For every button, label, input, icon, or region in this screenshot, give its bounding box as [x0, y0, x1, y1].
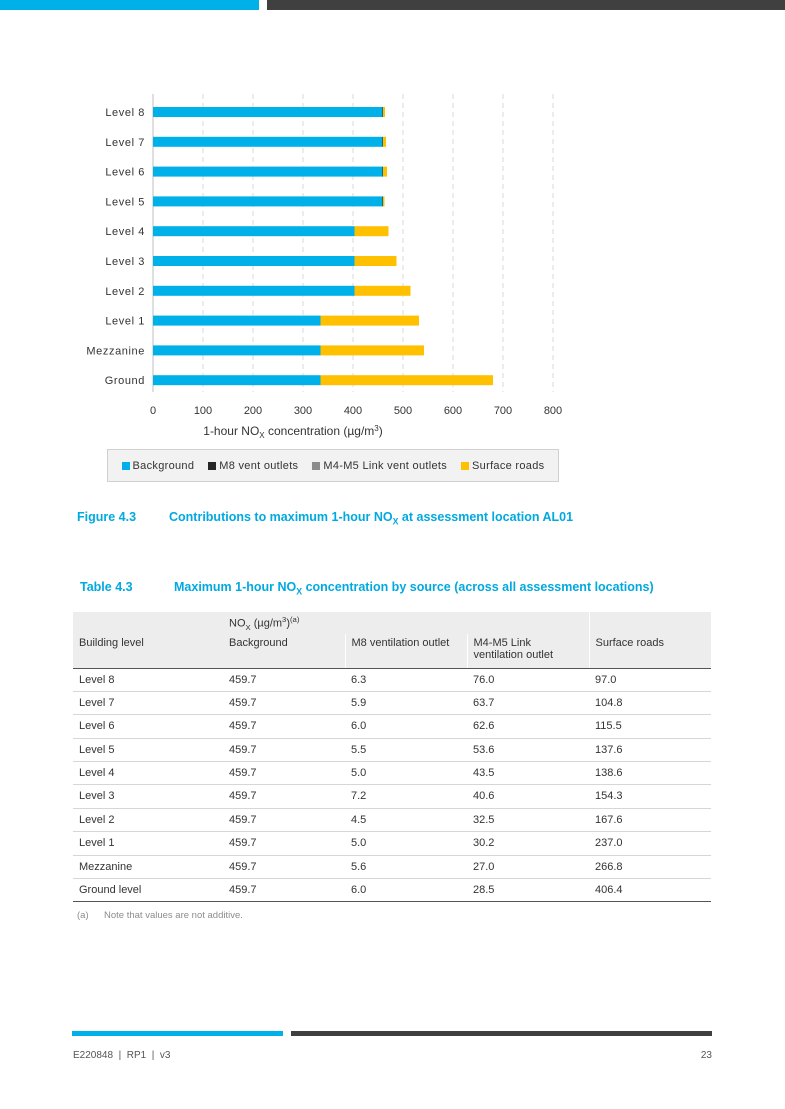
bottom-accent-bar-blue	[72, 1031, 283, 1036]
bar-level-3-surface-roads	[355, 256, 397, 266]
group-header-sub: X	[245, 622, 251, 632]
cell-m8: 5.0	[345, 832, 467, 855]
cell-m8: 5.0	[345, 762, 467, 785]
x-tick-label-700: 700	[493, 405, 513, 417]
cell-building-level: Level 5	[73, 738, 223, 761]
table-row	[73, 832, 711, 855]
cell-m8: 5.6	[345, 855, 467, 878]
cell-m4-m5: 63.7	[467, 691, 589, 714]
cell-background: 459.7	[223, 691, 345, 714]
category-label-level-5: Level 5	[105, 196, 145, 209]
x-tick-label-800: 800	[543, 405, 563, 417]
legend-label-m8-vent-outlets: M8 vent outlets	[219, 459, 299, 472]
figure-title-pre: Contributions to maximum 1-hour NO	[169, 510, 393, 524]
bar-level-5-surface-roads	[383, 196, 385, 206]
cell-surface-roads: 167.6	[589, 808, 711, 831]
chart-legend	[107, 449, 559, 482]
cell-background: 459.7	[223, 738, 345, 761]
legend-label-surface-roads: Surface roads	[472, 459, 545, 472]
category-label-ground: Ground	[104, 375, 145, 388]
cell-m4-m5: 32.5	[467, 808, 589, 831]
bar-level-4-background	[153, 226, 355, 236]
stacked-bar-chart	[60, 90, 580, 445]
category-label-level-4: Level 4	[105, 226, 145, 239]
bar-level-4-surface-roads	[355, 226, 389, 236]
cell-m8: 7.2	[345, 785, 467, 808]
cell-m8: 5.9	[345, 691, 467, 714]
table-row	[73, 668, 711, 691]
x-tick-label-100: 100	[193, 405, 213, 417]
bar-level-2-background	[153, 286, 355, 296]
cell-m4-m5: 27.0	[467, 855, 589, 878]
table-row	[73, 762, 711, 785]
col-header-m8-ventilation-outlet: M8 ventilation outlet	[345, 634, 467, 668]
cell-surface-roads: 237.0	[589, 832, 711, 855]
legend-swatch-background	[122, 462, 130, 470]
cell-building-level: Mezzanine	[73, 855, 223, 878]
bar-level-7-m8-vent-outlets	[383, 137, 384, 147]
bar-mezzanine-surface-roads	[321, 345, 425, 355]
cell-building-level: Level 7	[73, 691, 223, 714]
table-group-header-spacer	[73, 612, 223, 634]
figure-title-post: at assessment location AL01	[398, 510, 574, 524]
category-label-level-2: Level 2	[105, 285, 145, 298]
legend-item-m8-vent-outlets	[208, 460, 298, 472]
cell-m4-m5: 30.2	[467, 832, 589, 855]
col-header-background: Background	[223, 634, 345, 668]
bar-level-6-background	[153, 167, 383, 177]
cell-surface-roads: 138.6	[589, 762, 711, 785]
category-label-level-7: Level 7	[105, 136, 145, 149]
table-row	[73, 691, 711, 714]
cell-m8: 6.0	[345, 879, 467, 902]
bar-level-8-surface-roads	[383, 107, 385, 117]
legend-swatch-m4-m5-link-vent-outlets	[312, 462, 320, 470]
col-header-m4-m5-link-ventilation-outlet: M4-M5 Link ventilation outlet	[467, 634, 589, 668]
group-header-sup: 3	[282, 615, 287, 624]
col-header-surface-roads: Surface roads	[589, 634, 711, 668]
cell-m4-m5: 28.5	[467, 879, 589, 902]
cell-m8: 4.5	[345, 808, 467, 831]
table-row	[73, 808, 711, 831]
bar-level-2-surface-roads	[355, 286, 411, 296]
group-header-pre: NO	[229, 617, 246, 630]
category-label-level-8: Level 8	[105, 107, 145, 119]
cell-background: 459.7	[223, 879, 345, 902]
cell-surface-roads: 104.8	[589, 691, 711, 714]
cell-m4-m5: 43.5	[467, 762, 589, 785]
table-title-sub: X	[296, 586, 303, 597]
category-label-level-6: Level 6	[105, 166, 145, 179]
table-row	[73, 738, 711, 761]
x-tick-label-400: 400	[343, 405, 363, 417]
x-tick-label-300: 300	[293, 405, 313, 417]
cell-background: 459.7	[223, 855, 345, 878]
footnote-mark: (a)	[77, 910, 89, 921]
table-row	[73, 715, 711, 738]
table-group-header-row	[73, 612, 711, 634]
table-group-header-spacer-right	[589, 612, 711, 634]
cell-m4-m5: 76.0	[467, 668, 589, 691]
legend-item-m4-m5-link-vent-outlets	[312, 460, 447, 472]
cell-building-level: Level 2	[73, 808, 223, 831]
cell-background: 459.7	[223, 832, 345, 855]
cell-background: 459.7	[223, 762, 345, 785]
category-label-level-1: Level 1	[105, 315, 145, 328]
bar-level-7-background	[153, 137, 383, 147]
top-accent-bar-dark	[267, 0, 785, 10]
group-header-post: )	[286, 617, 290, 630]
cell-surface-roads: 154.3	[589, 785, 711, 808]
bottom-accent-bar-dark	[291, 1031, 712, 1036]
table-row	[73, 785, 711, 808]
bar-ground-surface-roads	[321, 375, 494, 385]
bar-level-8-m8-vent-outlets	[383, 107, 384, 117]
cell-background: 459.7	[223, 715, 345, 738]
category-label-level-3: Level 3	[105, 256, 145, 268]
chart-category-labels	[86, 107, 145, 387]
bar-level-1-background	[153, 316, 321, 326]
bar-level-5-background	[153, 196, 383, 206]
table-title-pre: Maximum 1-hour NO	[174, 580, 297, 594]
bar-mezzanine-background	[153, 345, 321, 355]
bar-level-5-m8-vent-outlets	[383, 196, 384, 206]
cell-background: 459.7	[223, 808, 345, 831]
cell-building-level: Level 4	[73, 762, 223, 785]
category-label-mezzanine: Mezzanine	[86, 345, 145, 358]
legend-swatch-surface-roads	[461, 462, 469, 470]
footnote-text: Note that values are not additive.	[104, 910, 243, 921]
table-number: Table 4.3	[80, 580, 133, 594]
figure-number: Figure 4.3	[77, 510, 137, 524]
group-header-note: (a)	[290, 615, 300, 624]
nox-by-source-table	[73, 612, 711, 902]
bar-level-7-surface-roads	[383, 137, 386, 147]
table-title	[174, 580, 654, 597]
footer-document-reference: E220848 | RP1 | v3	[73, 1050, 171, 1061]
cell-surface-roads: 406.4	[589, 879, 711, 902]
figure-title	[169, 510, 573, 527]
legend-item-surface-roads	[461, 460, 544, 472]
bar-ground-background	[153, 375, 321, 385]
cell-m8: 5.5	[345, 738, 467, 761]
cell-surface-roads: 97.0	[589, 668, 711, 691]
table-group-header-nox	[223, 612, 589, 634]
x-tick-label-200: 200	[243, 405, 263, 417]
cell-surface-roads: 115.5	[589, 715, 711, 738]
chart-x-axis-label: 1-hour $NO_X$ concentration $(\mu g/m^3)$	[203, 424, 383, 440]
chart-x-tick-labels	[150, 405, 562, 417]
table-row	[73, 855, 711, 878]
bar-level-8-background	[153, 107, 383, 117]
x-tick-label-600: 600	[443, 405, 463, 417]
cell-building-level: Level 3	[73, 785, 223, 808]
chart-bars	[153, 107, 493, 385]
top-accent-bar-blue	[0, 0, 259, 10]
figure-title-sub: X	[392, 516, 399, 527]
cell-building-level: Level 1	[73, 832, 223, 855]
legend-label-m4-m5-link-vent-outlets: M4-M5 Link vent outlets	[323, 459, 448, 472]
table-row	[73, 879, 711, 902]
cell-background: 459.7	[223, 785, 345, 808]
cell-m8: 6.3	[345, 668, 467, 691]
legend-swatch-m8-vent-outlets	[208, 462, 216, 470]
cell-m8: 6.0	[345, 715, 467, 738]
cell-surface-roads: 266.8	[589, 855, 711, 878]
legend-item-background	[122, 460, 195, 472]
table-column-header-row	[73, 634, 711, 668]
footer-page-number: 23	[700, 1050, 712, 1061]
bar-level-3-background	[153, 256, 355, 266]
cell-building-level: Level 6	[73, 715, 223, 738]
cell-building-level: Level 8	[73, 668, 223, 691]
cell-background: 459.7	[223, 668, 345, 691]
table-title-post: concentration by source (across all assessment locations)	[302, 580, 654, 594]
bar-level-6-m8-vent-outlets	[383, 167, 384, 177]
cell-m4-m5: 40.6	[467, 785, 589, 808]
col-header-building-level: Building level	[73, 634, 223, 668]
cell-m4-m5: 62.6	[467, 715, 589, 738]
cell-surface-roads: 137.6	[589, 738, 711, 761]
group-header-mid: (µg/m	[250, 617, 283, 630]
x-tick-label-500: 500	[393, 405, 413, 417]
x-tick-label-0: 0	[149, 405, 157, 417]
bar-level-1-surface-roads	[321, 316, 420, 326]
legend-label-background: Background	[132, 459, 195, 472]
cell-m4-m5: 53.6	[467, 738, 589, 761]
cell-building-level: Ground level	[73, 879, 223, 902]
bar-level-6-surface-roads	[383, 167, 387, 177]
